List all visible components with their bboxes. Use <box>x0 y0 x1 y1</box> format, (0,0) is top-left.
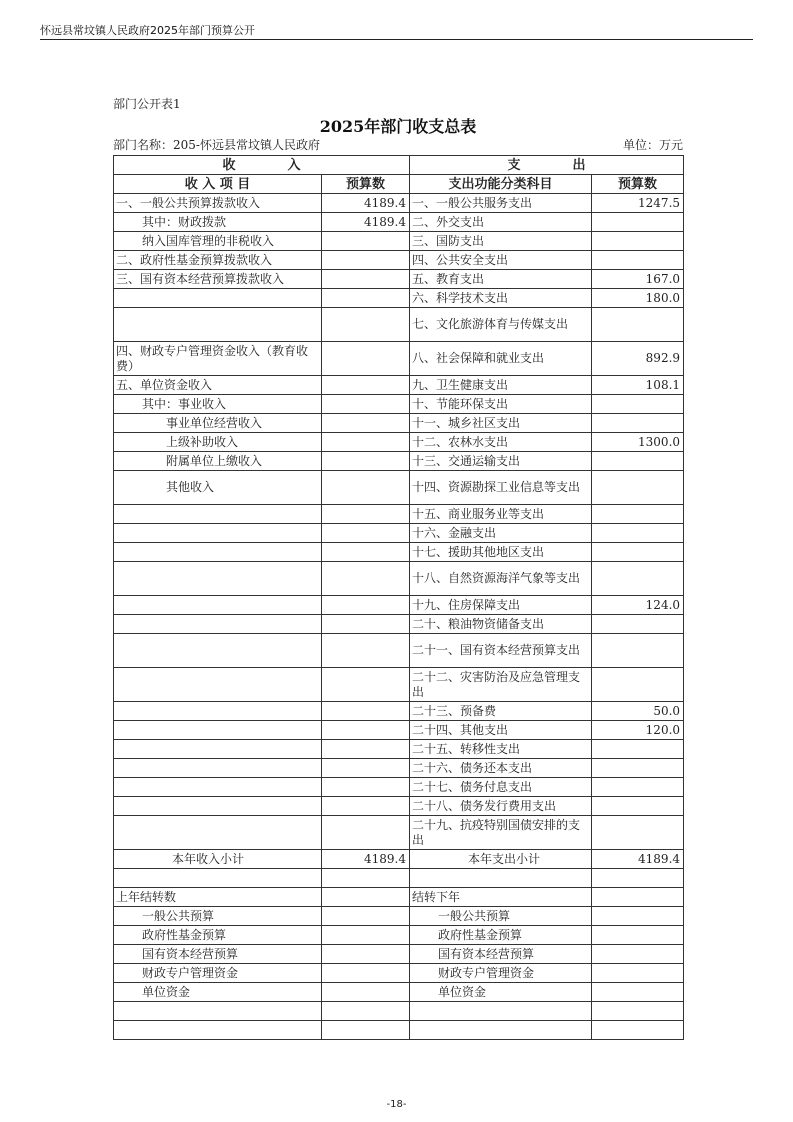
table-row <box>114 270 684 289</box>
carry-in-item: 一般公共预算 <box>114 907 322 926</box>
income-item-cell <box>114 562 322 596</box>
income-amount-cell: 4189.4 <box>322 194 410 213</box>
expense-amount-cell <box>592 615 684 634</box>
income-item-cell <box>114 289 322 308</box>
carry-out-item: 一般公共预算 <box>410 907 592 926</box>
income-item-cell <box>114 797 322 816</box>
income-subtotal-amount: 4189.4 <box>322 850 410 869</box>
expense-item-cell: 十九、住房保障支出 <box>410 596 592 615</box>
expense-item-cell: 四、公共安全支出 <box>410 251 592 270</box>
table-row <box>114 797 684 816</box>
carry-in-item: 单位资金 <box>114 983 322 1002</box>
expense-amount-cell: 50.0 <box>592 702 684 721</box>
expense-item-cell: 二十、粮油物资储备支出 <box>410 615 592 634</box>
income-group-header: 收 入 <box>114 156 410 175</box>
table-row <box>114 194 684 213</box>
income-amount-cell <box>322 816 410 850</box>
expense-item-cell: 二、外交支出 <box>410 213 592 232</box>
expense-amount-cell <box>592 452 684 471</box>
income-amount-cell <box>322 543 410 562</box>
expense-amount-cell <box>592 816 684 850</box>
expense-amount-cell <box>592 213 684 232</box>
income-amount-header: 预算数 <box>322 175 410 194</box>
blank-cell <box>410 1002 592 1021</box>
expense-amount-cell <box>592 759 684 778</box>
expense-item-cell: 二十八、债务发行费用支出 <box>410 797 592 816</box>
income-amount-cell <box>322 433 410 452</box>
income-amount-cell <box>322 270 410 289</box>
carry-out-item: 政府性基金预算 <box>410 926 592 945</box>
income-amount-cell <box>322 759 410 778</box>
blank-cell <box>592 1002 684 1021</box>
expense-item-cell: 十三、交通运输支出 <box>410 452 592 471</box>
table-row <box>114 376 684 395</box>
table-row <box>114 524 684 543</box>
income-item-cell <box>114 596 322 615</box>
expense-amount-cell <box>592 471 684 505</box>
income-item-header: 收 入 项 目 <box>114 175 322 194</box>
income-item-cell <box>114 615 322 634</box>
expense-item-cell: 一、一般公共服务支出 <box>410 194 592 213</box>
expense-amount-cell <box>592 797 684 816</box>
table-row <box>114 232 684 251</box>
expense-item-cell: 二十一、国有资本经营预算支出 <box>410 634 592 668</box>
expense-item-cell: 三、国防支出 <box>410 232 592 251</box>
income-item-cell <box>114 702 322 721</box>
table-row <box>114 596 684 615</box>
income-amount-cell <box>322 668 410 702</box>
income-amount-cell <box>322 376 410 395</box>
income-item-cell <box>114 308 322 342</box>
table-row <box>114 615 684 634</box>
carry-out-item: 国有资本经营预算 <box>410 945 592 964</box>
income-item-cell <box>114 634 322 668</box>
carry-item-row <box>114 964 684 983</box>
income-item-cell: 其中：事业收入 <box>114 395 322 414</box>
income-amount-cell: 4189.4 <box>322 213 410 232</box>
expense-group-header: 支 出 <box>410 156 684 175</box>
table-row <box>114 543 684 562</box>
income-amount-cell <box>322 596 410 615</box>
income-item-cell <box>114 816 322 850</box>
expense-amount-cell <box>592 562 684 596</box>
blank-cell <box>410 1021 592 1040</box>
expense-item-cell: 十、节能环保支出 <box>410 395 592 414</box>
table-row <box>114 740 684 759</box>
income-item-cell: 三、国有资本经营预算拨款收入 <box>114 270 322 289</box>
income-item-cell <box>114 759 322 778</box>
carry-out-item: 财政专户管理资金 <box>410 964 592 983</box>
expense-amount-cell <box>592 232 684 251</box>
table-body <box>114 194 684 1040</box>
table-row <box>114 702 684 721</box>
income-item-cell: 其中：财政拨款 <box>114 213 322 232</box>
carry-in-item-amount <box>322 926 410 945</box>
blank-cell <box>592 1021 684 1040</box>
sheet-label: 部门公开表1 <box>113 97 181 111</box>
income-item-cell: 四、财政专户管理资金收入（教育收费） <box>114 342 322 376</box>
expense-item-cell: 二十六、债务还本支出 <box>410 759 592 778</box>
expense-amount-cell <box>592 414 684 433</box>
expense-item-cell: 十七、援助其他地区支出 <box>410 543 592 562</box>
expense-item-cell: 七、文化旅游体育与传媒支出 <box>410 308 592 342</box>
table-row <box>114 668 684 702</box>
income-item-cell: 其他收入 <box>114 471 322 505</box>
carry-in-item-amount <box>322 964 410 983</box>
carry-in-item: 财政专户管理资金 <box>114 964 322 983</box>
table-row <box>114 816 684 850</box>
income-amount-cell <box>322 797 410 816</box>
carry-out-item: 单位资金 <box>410 983 592 1002</box>
expense-amount-cell <box>592 251 684 270</box>
carry-in-item: 政府性基金预算 <box>114 926 322 945</box>
table-row <box>114 395 684 414</box>
table-row <box>114 505 684 524</box>
expense-item-cell: 六、科学技术支出 <box>410 289 592 308</box>
expense-amount-cell: 167.0 <box>592 270 684 289</box>
blank-cell <box>114 869 322 888</box>
blank-row <box>114 1021 684 1040</box>
expense-subtotal-amount: 4189.4 <box>592 850 684 869</box>
unit-label: 单位：万元 <box>622 138 683 152</box>
income-amount-cell <box>322 634 410 668</box>
blank-cell <box>322 869 410 888</box>
expense-amount-cell: 180.0 <box>592 289 684 308</box>
income-amount-cell <box>322 251 410 270</box>
expense-item-cell: 十一、城乡社区支出 <box>410 414 592 433</box>
income-amount-cell <box>322 562 410 596</box>
expense-item-cell: 二十五、转移性支出 <box>410 740 592 759</box>
expense-amount-cell: 124.0 <box>592 596 684 615</box>
expense-item-cell: 二十七、债务付息支出 <box>410 778 592 797</box>
table-row <box>114 251 684 270</box>
income-amount-cell <box>322 721 410 740</box>
income-item-cell: 纳入国库管理的非税收入 <box>114 232 322 251</box>
expense-item-cell: 二十二、灾害防治及应急管理支出 <box>410 668 592 702</box>
table-row <box>114 778 684 797</box>
expense-amount-cell <box>592 505 684 524</box>
income-item-cell <box>114 543 322 562</box>
column-header-row <box>114 175 684 194</box>
expense-amount-cell <box>592 740 684 759</box>
expense-amount-cell <box>592 634 684 668</box>
table-row <box>114 721 684 740</box>
table-row <box>114 562 684 596</box>
income-item-cell: 五、单位资金收入 <box>114 376 322 395</box>
income-item-cell: 二、政府性基金预算拨款收入 <box>114 251 322 270</box>
expense-amount-cell <box>592 395 684 414</box>
table-row <box>114 289 684 308</box>
expense-item-cell: 二十九、抗疫特别国债安排的支出 <box>410 816 592 850</box>
carry-out-amount <box>592 888 684 907</box>
carry-in-item-amount <box>322 983 410 1002</box>
carry-out-item-amount <box>592 907 684 926</box>
income-item-cell <box>114 778 322 797</box>
carry-in-item-amount <box>322 945 410 964</box>
expense-item-cell: 十六、金融支出 <box>410 524 592 543</box>
expense-item-cell: 十四、资源勘探工业信息等支出 <box>410 471 592 505</box>
expense-amount-header: 预算数 <box>592 175 684 194</box>
blank-cell <box>410 869 592 888</box>
blank-cell <box>592 869 684 888</box>
income-amount-cell <box>322 740 410 759</box>
department-name: 部门名称：205-怀远县常坟镇人民政府 <box>113 138 320 152</box>
income-amount-cell <box>322 232 410 251</box>
table-row <box>114 414 684 433</box>
table-row <box>114 433 684 452</box>
expense-amount-cell: 892.9 <box>592 342 684 376</box>
income-amount-cell <box>322 289 410 308</box>
carry-out-item-amount <box>592 926 684 945</box>
income-amount-cell <box>322 395 410 414</box>
subtotal-row <box>114 850 684 869</box>
table-row <box>114 342 684 376</box>
income-amount-cell <box>322 524 410 543</box>
income-item-cell <box>114 524 322 543</box>
table-meta <box>113 136 683 154</box>
income-item-cell: 事业单位经营收入 <box>114 414 322 433</box>
carry-item-row <box>114 926 684 945</box>
income-item-cell <box>114 740 322 759</box>
income-item-cell: 附属单位上缴收入 <box>114 452 322 471</box>
income-amount-cell <box>322 414 410 433</box>
expense-item-cell: 二十四、其他支出 <box>410 721 592 740</box>
income-subtotal-label: 本年收入小计 <box>114 850 322 869</box>
carry-item-row <box>114 945 684 964</box>
expense-item-cell: 二十三、预备费 <box>410 702 592 721</box>
budget-table <box>113 155 684 1040</box>
blank-row <box>114 1002 684 1021</box>
expense-amount-cell <box>592 668 684 702</box>
blank-row <box>114 869 684 888</box>
expense-item-cell: 十二、农林水支出 <box>410 433 592 452</box>
expense-item-cell: 八、社会保障和就业支出 <box>410 342 592 376</box>
blank-cell <box>322 1021 410 1040</box>
carry-in-label: 上年结转数 <box>114 888 322 907</box>
header-divider <box>40 39 753 40</box>
carry-header-row <box>114 888 684 907</box>
expense-amount-cell <box>592 308 684 342</box>
expense-item-cell: 五、教育支出 <box>410 270 592 289</box>
expense-amount-cell: 1247.5 <box>592 194 684 213</box>
page-number: -18- <box>386 1099 407 1110</box>
blank-cell <box>322 1002 410 1021</box>
group-header-row <box>114 156 684 175</box>
income-item-cell: 一、一般公共预算拨款收入 <box>114 194 322 213</box>
table-row <box>114 759 684 778</box>
blank-cell <box>114 1021 322 1040</box>
carry-out-label: 结转下年 <box>410 888 592 907</box>
income-item-cell <box>114 505 322 524</box>
income-amount-cell <box>322 702 410 721</box>
income-amount-cell <box>322 452 410 471</box>
income-item-cell <box>114 721 322 740</box>
income-amount-cell <box>322 615 410 634</box>
income-amount-cell <box>322 471 410 505</box>
table-title: 2025年部门收支总表 <box>319 117 477 136</box>
table-row <box>114 634 684 668</box>
carry-out-item-amount <box>592 964 684 983</box>
expense-amount-cell: 1300.0 <box>592 433 684 452</box>
expense-amount-cell <box>592 524 684 543</box>
carry-in-item-amount <box>322 907 410 926</box>
table-row <box>114 213 684 232</box>
income-item-cell <box>114 668 322 702</box>
table-row <box>114 471 684 505</box>
carry-item-row <box>114 983 684 1002</box>
carry-out-item-amount <box>592 983 684 1002</box>
expense-amount-cell <box>592 778 684 797</box>
expense-subtotal-label: 本年支出小计 <box>410 850 592 869</box>
income-amount-cell <box>322 505 410 524</box>
income-amount-cell <box>322 342 410 376</box>
expense-item-cell: 九、卫生健康支出 <box>410 376 592 395</box>
document-header-title: 怀远县常坟镇人民政府2025年部门预算公开 <box>40 24 255 37</box>
blank-cell <box>114 1002 322 1021</box>
expense-item-header: 支出功能分类科目 <box>410 175 592 194</box>
table-row <box>114 308 684 342</box>
expense-amount-cell: 108.1 <box>592 376 684 395</box>
carry-out-item-amount <box>592 945 684 964</box>
income-item-cell: 上级补助收入 <box>114 433 322 452</box>
carry-in-item: 国有资本经营预算 <box>114 945 322 964</box>
expense-amount-cell <box>592 543 684 562</box>
carry-item-row <box>114 907 684 926</box>
income-amount-cell <box>322 778 410 797</box>
expense-item-cell: 十五、商业服务业等支出 <box>410 505 592 524</box>
expense-amount-cell: 120.0 <box>592 721 684 740</box>
income-amount-cell <box>322 308 410 342</box>
carry-in-amount <box>322 888 410 907</box>
expense-item-cell: 十八、自然资源海洋气象等支出 <box>410 562 592 596</box>
table-row <box>114 452 684 471</box>
